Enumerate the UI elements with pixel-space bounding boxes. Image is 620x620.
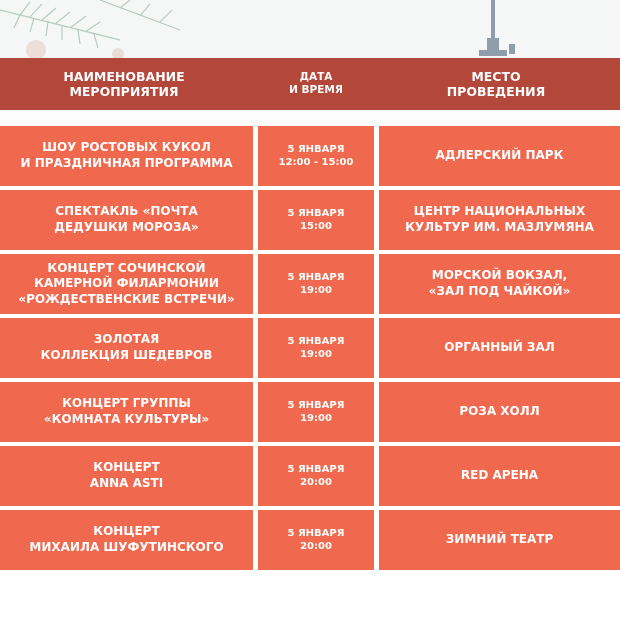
table-row	[0, 254, 620, 314]
table-row	[0, 126, 620, 186]
event-name-cell: СПЕКТАКЛЬ «ПОЧТА ДЕДУШКИ МОРОЗА»	[0, 190, 253, 250]
table-row	[0, 382, 620, 442]
table-row	[0, 446, 620, 506]
table-row	[0, 318, 620, 378]
event-name-cell: КОНЦЕРТ СОЧИНСКОЙ КАМЕРНОЙ ФИЛАРМОНИИ «РОЖДЕСТВЕНСКИЕ ВСТРЕЧИ»	[0, 254, 253, 314]
header-event-name: НАИМЕНОВАНИЕ МЕРОПРИЯТИЯ	[63, 68, 185, 99]
event-name-cell: КОНЦЕРТ МИХАИЛА ШУФУТИНСКОГО	[0, 510, 253, 570]
event-name-cell: ШОУ РОСТОВЫХ КУКОЛ И ПРАЗДНИЧНАЯ ПРОГРАММА	[0, 126, 253, 186]
event-venue-cell: ОРГАННЫЙ ЗАЛ	[379, 318, 620, 378]
table-header	[0, 58, 620, 110]
event-name-cell: КОНЦЕРТ ANNA ASTI	[0, 446, 253, 506]
fir-branch-decoration	[0, 0, 200, 60]
event-name-cell: ЗОЛОТАЯ КОЛЛЕКЦИЯ ШЕДЕВРОВ	[0, 318, 253, 378]
header-venue: МЕСТО ПРОВЕДЕНИЯ	[446, 68, 546, 99]
event-datetime-cell: 5 ЯНВАРЯ 20:00	[258, 510, 374, 570]
event-venue-cell: ЗИМНИЙ ТЕАТР	[379, 510, 620, 570]
event-datetime-cell: 5 ЯНВАРЯ 12:00 - 15:00	[258, 126, 374, 186]
event-venue-cell: АДЛЕРСКИЙ ПАРК	[379, 126, 620, 186]
event-venue-cell: РОЗА ХОЛЛ	[379, 382, 620, 442]
header-date-time: ДАТА И ВРЕМЯ	[289, 71, 343, 96]
event-datetime-cell: 5 ЯНВАРЯ 19:00	[258, 318, 374, 378]
tower-decoration	[455, 0, 535, 60]
event-venue-cell: МОРСКОЙ ВОКЗАЛ, «ЗАЛ ПОД ЧАЙКОЙ»	[379, 254, 620, 314]
table-row	[0, 190, 620, 250]
event-name-cell: КОНЦЕРТ ГРУППЫ «КОМНАТА КУЛЬТУРЫ»	[0, 382, 253, 442]
event-datetime-cell: 5 ЯНВАРЯ 15:00	[258, 190, 374, 250]
table-row	[0, 510, 620, 570]
event-venue-cell: RED АРЕНА	[379, 446, 620, 506]
event-datetime-cell: 5 ЯНВАРЯ 20:00	[258, 446, 374, 506]
event-datetime-cell: 5 ЯНВАРЯ 19:00	[258, 254, 374, 314]
event-datetime-cell: 5 ЯНВАРЯ 19:00	[258, 382, 374, 442]
event-venue-cell: ЦЕНТР НАЦИОНАЛЬНЫХ КУЛЬТУР ИМ. МАЗЛУМЯНА	[379, 190, 620, 250]
